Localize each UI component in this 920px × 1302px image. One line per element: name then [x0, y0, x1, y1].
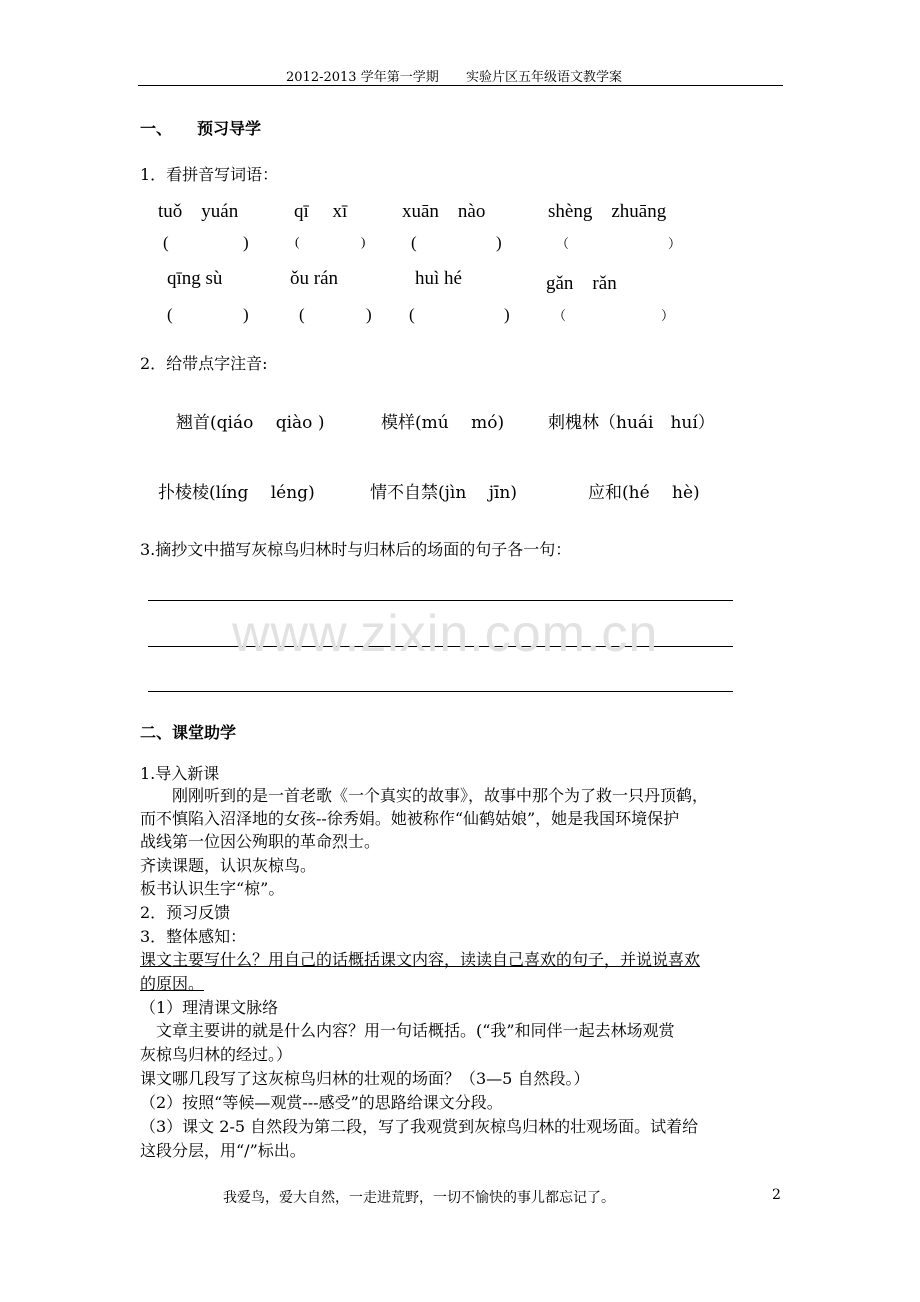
pinyin-1-3: xuān nào — [402, 201, 486, 222]
lesson-question-b: 的原因。 — [140, 974, 205, 993]
bracket-1-3-open: ( — [411, 233, 417, 252]
lesson-line-7: （1）理清课文脉络 — [140, 998, 279, 1017]
answer-line-3 — [148, 691, 733, 692]
pinyin-2-2: ǒu rán — [290, 268, 339, 289]
lesson-line-11b: 这段分层，用“/”标出。 — [140, 1141, 306, 1160]
zhuyin-1-3: 刺槐林（huái huí） — [548, 413, 715, 433]
q2-title: 2．给带点字注音: — [140, 354, 268, 373]
bracket-1-1-close: ) — [243, 233, 249, 252]
header-rule — [138, 85, 783, 86]
section1-number: 一、 — [140, 119, 173, 138]
pinyin-2-1: qīng sù — [167, 268, 223, 289]
zhuyin-1-2: 模样(mú mó) — [381, 413, 505, 433]
lesson-para-1a: 刚刚听到的是一首老歌《一个真实的故事》，故事中那个为了救一只丹顶鹤， — [172, 786, 709, 805]
q1-title: 1．看拼音写词语： — [140, 165, 279, 184]
lesson-question-a: 课文主要写什么？用自己的话概括课文内容，读读自己喜欢的句子，并说说喜欢 — [140, 950, 701, 969]
bracket-2-2-open: ( — [299, 305, 305, 324]
pinyin-1-2: qī xī — [294, 201, 348, 222]
bracket-2-4-close: ） — [661, 308, 675, 323]
lesson-line-3: 板书认识生字“椋”。 — [140, 879, 285, 898]
lesson-line-2: 齐读课题，认识灰椋鸟。 — [140, 856, 317, 875]
bracket-1-4-open: （ — [556, 236, 570, 251]
section2-title: 二、课堂助学 — [140, 723, 237, 742]
answer-line-1 — [148, 600, 733, 601]
bracket-2-1-open: ( — [167, 305, 173, 324]
lesson-line-11a: （3）课文 2-5 自然段为第二段，写了我观赏到灰椋鸟归林的壮观场面。试着给 — [140, 1117, 699, 1136]
zhuyin-2-1: 扑棱棱(líng léng) — [158, 483, 315, 503]
header-semester: 2012-2013 学年第一学期 — [286, 70, 439, 85]
bracket-2-4-open: （ — [553, 308, 567, 323]
bracket-2-2-close: ) — [366, 305, 372, 324]
lesson-line-4: 2．预习反馈 — [140, 903, 231, 922]
pinyin-2-4: gǎn rǎn — [546, 273, 617, 294]
zhuyin-2-2: 情不自禁(jìn jīn) — [370, 483, 517, 503]
lesson-para-1b: 而不慎陷入沼泽地的女孩--徐秀娟。她被称作“仙鹤姑娘”，她是我国环境保护 — [140, 809, 680, 828]
bracket-2-3-open: ( — [409, 305, 415, 324]
lesson-line-5: 3．整体感知： — [140, 927, 247, 946]
bracket-1-1-open: ( — [163, 233, 169, 252]
pinyin-2-3: huì hé — [415, 268, 462, 289]
zhuyin-2-3: 应和(hé hè) — [588, 483, 700, 503]
q3-title: 3.摘抄文中描写灰椋鸟归林时与归林后的场面的句子各一句： — [140, 540, 572, 559]
lesson-line-1: 1.导入新课 — [140, 764, 220, 783]
bracket-1-4-close: ） — [668, 236, 682, 251]
bracket-2-1-close: ) — [243, 305, 249, 324]
lesson-para-1c: 战线第一位因公殉职的革命烈士。 — [140, 832, 381, 851]
lesson-line-9: 课文哪几段写了这灰椋鸟归林的壮观的场面？（3—5 自然段。） — [140, 1069, 590, 1088]
header-title: 实验片区五年级语文教学案 — [466, 70, 623, 85]
page-number: 2 — [772, 1187, 781, 1203]
watermark: www.zixin.com.cn — [232, 605, 659, 663]
zhuyin-1-1: 翘首(qiáo qiào ) — [176, 413, 325, 433]
bracket-1-2-open: ( — [295, 234, 300, 249]
bracket-1-2-close: ) — [361, 234, 366, 249]
lesson-line-8b: 灰椋鸟归林的经过。） — [140, 1045, 293, 1064]
pinyin-1-4: shèng zhuāng — [548, 201, 667, 222]
lesson-line-10: （2）按照“等候—观赏---感受”的思路给课文分段。 — [140, 1093, 503, 1112]
lesson-line-8a: 文章主要讲的就是什么内容？用一句话概括。(“我”和同伴一起去林场观赏 — [156, 1021, 675, 1040]
pinyin-1-1: tuǒ yuán — [158, 201, 239, 222]
section1-title: 预习导学 — [197, 119, 262, 138]
bracket-2-3-close: ) — [504, 305, 510, 324]
footer-motto: 我爱鸟，爱大自然，一走进荒野，一切不愉快的事儿都忘记了。 — [223, 1190, 615, 1206]
bracket-1-3-close: ) — [496, 233, 502, 252]
